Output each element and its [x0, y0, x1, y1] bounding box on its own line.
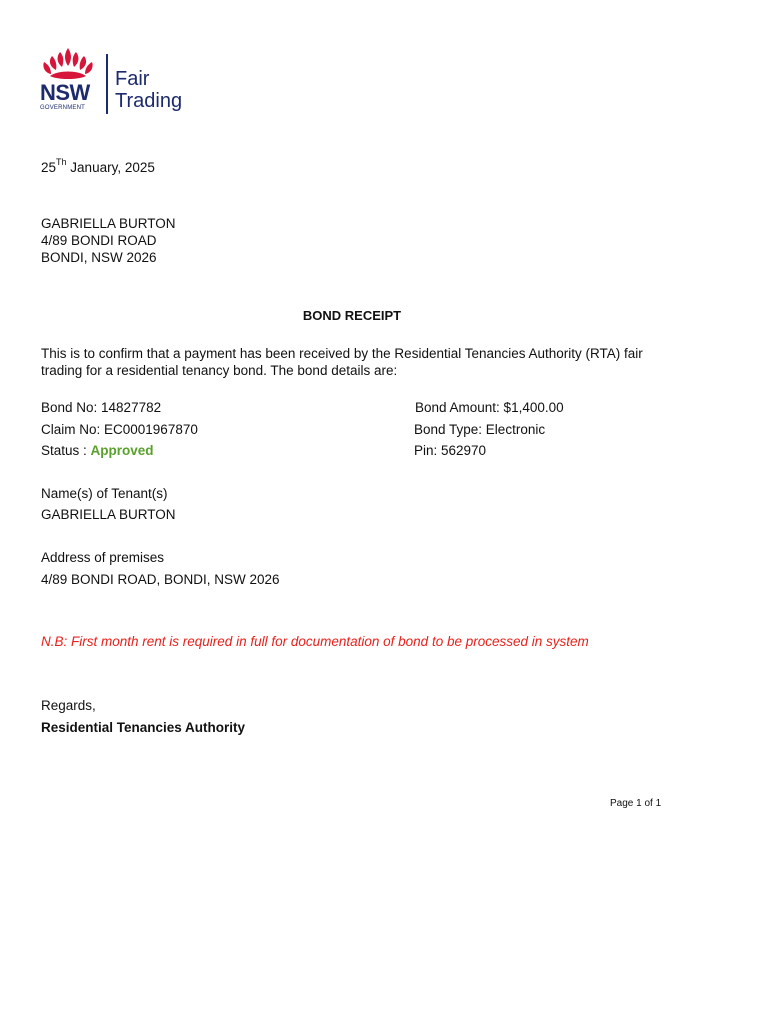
bond-type: Bond Type: Electronic [414, 422, 546, 437]
recipient-address-line-1: 4/89 BONDI ROAD [41, 233, 157, 248]
recipient-name: GABRIELLA BURTON [41, 216, 176, 231]
intro-paragraph: This is to confirm that a payment has been received by the Residential Tenancies Authority (RTA) fair trading for a residential tenancy bond. The bond details are: [41, 346, 643, 378]
processing-note: N.B: First month rent is required in full for documentation of bond to be processed in system [41, 634, 589, 649]
brand-line-1: Fair [115, 68, 150, 90]
status-badge: Approved [90, 443, 154, 458]
regards-text: Regards, [41, 698, 96, 713]
signatory: Residential Tenancies Authority [41, 720, 246, 735]
status-row [41, 443, 154, 458]
document-title: BOND RECEIPT [302, 308, 402, 323]
premises-label: Address of premises [41, 550, 165, 565]
fair-trading-wordmark [115, 68, 182, 112]
recipient-address-line-2: BONDI, NSW 2026 [41, 250, 157, 265]
brand-line-2: Trading [115, 90, 183, 112]
government-label: GOVERNMENT [40, 105, 86, 111]
waratah-icon [38, 46, 98, 82]
date-rest: January, 2025 [66, 160, 155, 175]
bond-amount: Bond Amount: $1,400.00 [415, 400, 564, 415]
nsw-wordmark: NSW [40, 80, 90, 105]
date-day: 25 [41, 160, 57, 175]
logo-divider [106, 54, 108, 114]
claim-number: Claim No: EC0001967870 [41, 422, 198, 437]
date-suffix: Th [56, 157, 67, 167]
pin-number: Pin: 562970 [414, 443, 487, 458]
status-label: Status : [41, 443, 91, 458]
letter-date [41, 157, 155, 175]
tenants-label: Name(s) of Tenant(s) [41, 486, 168, 501]
bond-number: Bond No: 14827782 [41, 400, 162, 415]
page-number: Page 1 of 1 [610, 798, 662, 809]
tenants-value: GABRIELLA BURTON [41, 507, 176, 522]
premises-value: 4/89 BONDI ROAD, BONDI, NSW 2026 [41, 572, 280, 587]
nsw-fair-trading-logo [38, 46, 208, 118]
